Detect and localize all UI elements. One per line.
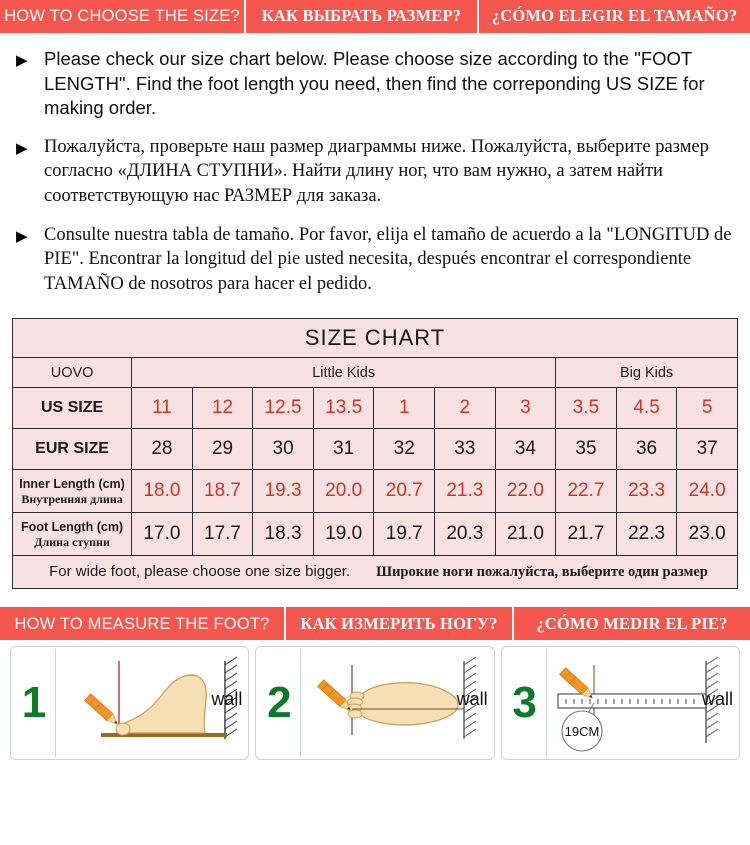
table-note-row [13,556,738,589]
table-row [13,429,738,470]
cell-eur-size-3: 31 [313,429,374,470]
banner-segment-es: ¿CÓMO MEDIR EL PIE? [536,613,728,633]
header-banner-measure-foot [0,607,750,640]
list-item [16,223,734,297]
cell-inner-length-5: 21.3 [435,470,496,513]
cell-us-size-1: 12 [192,388,253,429]
cell-foot-length-0: 17.0 [132,513,193,556]
measurement-step-2-panel [255,646,494,760]
cell-inner-length-6: 22.0 [495,470,556,513]
cell-foot-length-1: 17.7 [192,513,253,556]
row-label-eur-size: EUR SIZE [13,429,132,470]
group-label-big-kids: Big Kids [556,358,738,388]
table-row [13,470,738,513]
cell-us-size-3: 13.5 [313,388,374,429]
header-banner-choose-size [0,0,750,33]
banner-segment-en: HOW TO MEASURE THE FOOT? [14,614,270,633]
row-label-foot-length-ru: Длина ступни [34,534,110,549]
cell-inner-length-7: 22.7 [556,470,617,513]
cell-eur-size-0: 28 [132,429,193,470]
size-chart-title: SIZE CHART [13,319,738,358]
note-text-en: For wide foot, please choose one size bigger. [49,563,351,581]
cell-eur-size-9: 37 [677,429,738,470]
triangle-bullet-icon: ▶ [16,52,28,69]
group-label-little-kids: Little Kids [132,358,556,388]
cell-eur-size-4: 32 [374,429,435,470]
cell-foot-length-2: 18.3 [253,513,314,556]
cell-inner-length-4: 20.7 [374,470,435,513]
table-row [13,513,738,556]
brand-label: UOVO [13,358,132,388]
cell-inner-length-0: 18.0 [132,470,193,513]
cell-eur-size-8: 36 [616,429,677,470]
triangle-bullet-icon: ▶ [16,227,28,245]
measurement-steps-panels [0,640,750,760]
cell-inner-length-2: 19.3 [253,470,314,513]
row-label-inner-length [13,470,132,513]
cell-inner-length-1: 18.7 [192,470,253,513]
wall-label: wall [211,689,243,710]
cell-foot-length-6: 21.0 [495,513,556,556]
measurement-value-label: 19CM [564,724,599,740]
measurement-step-1-panel [10,646,249,760]
wall-label: wall [456,689,488,710]
table-group-row [13,358,738,388]
cell-foot-length-3: 19.0 [313,513,374,556]
banner-segment-en: HOW TO CHOOSE THE SIZE? [4,7,240,26]
panel-divider [300,649,301,757]
cell-eur-size-5: 33 [435,429,496,470]
measurement-step-3-panel [501,646,740,760]
banner-segment-es: ¿CÓMO ELEGIR EL TAMAÑO? [491,6,738,26]
panel-divider [546,649,547,757]
panel-divider [55,649,56,757]
list-item [16,135,734,209]
instruction-text-es: Consulte nuestra tabla de tamaño. Por favor, elija el tamaño de acuerdo a la "LONGITUD de PIE". Encontrar la longitud del pie usted necesita, después encontrar el correspondiente TAMAÑO de nosotros para hacer el pedido. [44,224,732,294]
cell-us-size-2: 12.5 [253,388,314,429]
instructions-list [0,33,750,314]
size-chart-section [0,314,750,589]
cell-inner-length-3: 20.0 [313,470,374,513]
cell-foot-length-7: 21.7 [556,513,617,556]
cell-us-size-9: 5 [677,388,738,429]
triangle-bullet-icon: ▶ [16,139,28,157]
table-title-row [13,319,738,358]
instruction-text-en: Please check our size chart below. Please choose size according to the "FOOT LENGTH". Find the foot length you need, then find the correponding US SIZE for making order. [44,48,705,119]
banner-segment-ru: КАК ИЗМЕРИТЬ НОГУ? [300,613,498,633]
note-text-ru: Широкие ноги пожалуйста, выберите один размер [376,564,708,581]
step-number-2: 2 [267,678,292,728]
cell-inner-length-8: 23.3 [616,470,677,513]
cell-eur-size-7: 35 [556,429,617,470]
row-label-inner-length-en: Inner Length (cm) [19,476,125,491]
cell-us-size-5: 2 [435,388,496,429]
step-number-3: 3 [512,678,537,728]
row-label-us-size: US SIZE [13,388,132,429]
cell-eur-size-1: 29 [192,429,253,470]
list-item [16,47,734,121]
cell-eur-size-2: 30 [253,429,314,470]
cell-us-size-7: 3.5 [556,388,617,429]
banner-segment-ru: КАК ВЫБРАТЬ РАЗМЕР? [261,6,462,26]
row-label-foot-length [13,513,132,556]
size-chart-note [13,556,738,589]
cell-us-size-0: 11 [132,388,193,429]
size-chart-table [12,318,738,589]
cell-eur-size-6: 34 [495,429,556,470]
cell-inner-length-9: 24.0 [677,470,738,513]
cell-us-size-6: 3 [495,388,556,429]
wall-label: wall [701,689,733,710]
step-number-1: 1 [21,678,47,728]
instruction-text-ru: Пожалуйста, проверьте наш размер диаграммы ниже. Пожалуйста, выберите размер согласно «ДЛИНА СТУПНИ». Найти длину ног, что вам нужно, а затем найти соответствующую нас РАЗМЕР для заказа. [44,136,709,206]
cell-us-size-4: 1 [374,388,435,429]
row-label-inner-length-ru: Внутренняя длина [21,491,123,506]
cell-foot-length-9: 23.0 [677,513,738,556]
cell-us-size-8: 4.5 [616,388,677,429]
cell-foot-length-4: 19.7 [374,513,435,556]
cell-foot-length-8: 22.3 [616,513,677,556]
table-row [13,388,738,429]
cell-foot-length-5: 20.3 [435,513,496,556]
row-label-foot-length-en: Foot Length (cm) [21,519,124,534]
